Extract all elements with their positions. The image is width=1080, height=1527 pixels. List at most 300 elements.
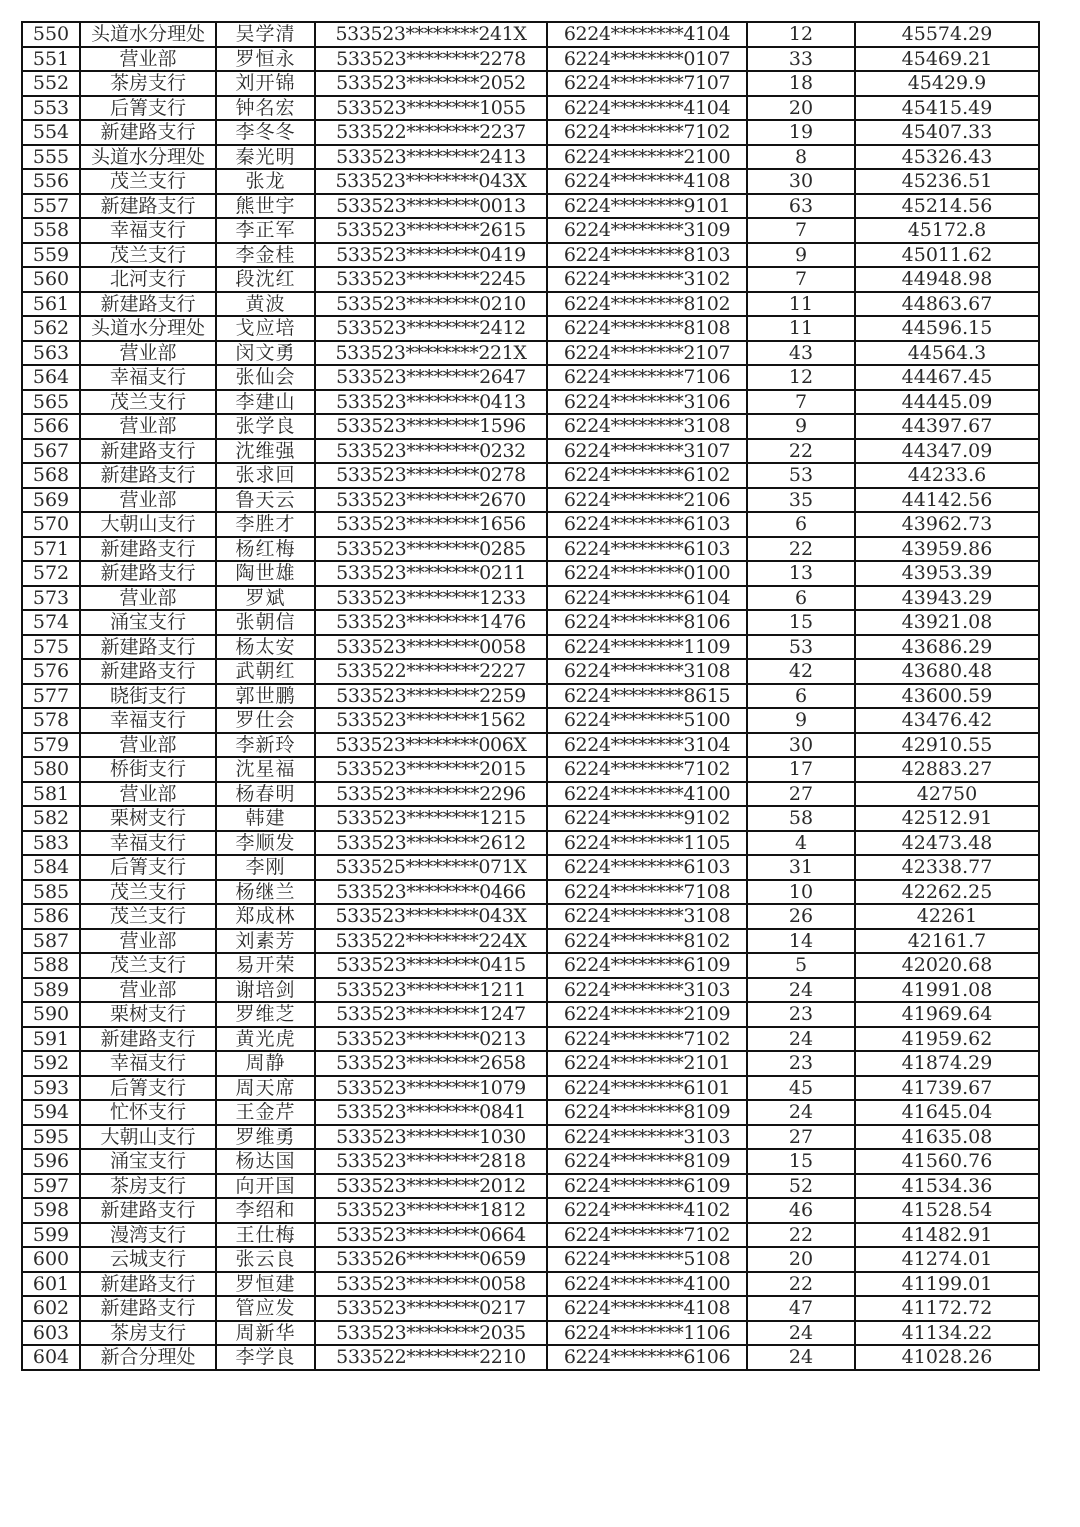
count-cell: 27 xyxy=(747,782,855,807)
id-number-cell: 533523********1562 xyxy=(315,708,547,733)
name-cell: 张龙 xyxy=(216,169,315,194)
id-number-cell: 533523********2615 xyxy=(315,218,547,243)
card-number-cell: 6224********3104 xyxy=(547,733,747,758)
name-cell: 鲁天云 xyxy=(216,488,315,513)
card-number-cell: 6224********5108 xyxy=(547,1247,747,1272)
id-number-cell: 533523********2670 xyxy=(315,488,547,513)
row-number-cell: 603 xyxy=(22,1321,80,1346)
name-cell: 刘素芳 xyxy=(216,929,315,954)
name-cell: 易开荣 xyxy=(216,953,315,978)
table-row xyxy=(22,978,1039,1003)
count-cell: 45 xyxy=(747,1076,855,1101)
table-row xyxy=(22,145,1039,170)
count-cell: 33 xyxy=(747,47,855,72)
name-cell: 李正军 xyxy=(216,218,315,243)
card-number-cell: 6224********4102 xyxy=(547,1198,747,1223)
count-cell: 17 xyxy=(747,757,855,782)
count-cell: 35 xyxy=(747,488,855,513)
card-number-cell: 6224********6106 xyxy=(547,1345,747,1370)
row-number-cell: 554 xyxy=(22,120,80,145)
count-cell: 6 xyxy=(747,684,855,709)
table-row xyxy=(22,561,1039,586)
id-number-cell: 533523********1030 xyxy=(315,1125,547,1150)
card-number-cell: 6224********6103 xyxy=(547,537,747,562)
card-number-cell: 6224********4104 xyxy=(547,96,747,121)
count-cell: 23 xyxy=(747,1002,855,1027)
id-number-cell: 533523********1812 xyxy=(315,1198,547,1223)
branch-cell: 新建路支行 xyxy=(80,1027,216,1052)
count-cell: 58 xyxy=(747,806,855,831)
name-cell: 向开国 xyxy=(216,1174,315,1199)
card-number-cell: 6224********4104 xyxy=(547,22,747,47)
amount-cell: 43921.08 xyxy=(855,610,1039,635)
row-number-cell: 595 xyxy=(22,1125,80,1150)
count-cell: 11 xyxy=(747,316,855,341)
branch-cell: 新合分理处 xyxy=(80,1345,216,1370)
row-number-cell: 574 xyxy=(22,610,80,635)
card-number-cell: 6224********2109 xyxy=(547,1002,747,1027)
id-number-cell: 533523********1215 xyxy=(315,806,547,831)
name-cell: 杨红梅 xyxy=(216,537,315,562)
table-row xyxy=(22,1247,1039,1272)
row-number-cell: 564 xyxy=(22,365,80,390)
card-number-cell: 6224********4108 xyxy=(547,1296,747,1321)
count-cell: 24 xyxy=(747,978,855,1003)
table-row xyxy=(22,1174,1039,1199)
id-number-cell: 533523********2412 xyxy=(315,316,547,341)
amount-cell: 42020.68 xyxy=(855,953,1039,978)
card-number-cell: 6224********2100 xyxy=(547,145,747,170)
amount-cell: 42512.91 xyxy=(855,806,1039,831)
table-row xyxy=(22,1002,1039,1027)
card-number-cell: 6224********6103 xyxy=(547,512,747,537)
id-number-cell: 533523********1596 xyxy=(315,414,547,439)
card-number-cell: 6224********6101 xyxy=(547,1076,747,1101)
table-row xyxy=(22,71,1039,96)
id-number-cell: 533522********2237 xyxy=(315,120,547,145)
card-number-cell: 6224********3108 xyxy=(547,414,747,439)
amount-cell: 43476.42 xyxy=(855,708,1039,733)
count-cell: 52 xyxy=(747,1174,855,1199)
count-cell: 12 xyxy=(747,22,855,47)
amount-cell: 44347.09 xyxy=(855,439,1039,464)
name-cell: 罗维芝 xyxy=(216,1002,315,1027)
table-row xyxy=(22,659,1039,684)
count-cell: 24 xyxy=(747,1345,855,1370)
amount-cell: 42338.77 xyxy=(855,855,1039,880)
branch-cell: 营业部 xyxy=(80,782,216,807)
row-number-cell: 566 xyxy=(22,414,80,439)
count-cell: 10 xyxy=(747,880,855,905)
branch-cell: 茶房支行 xyxy=(80,71,216,96)
row-number-cell: 551 xyxy=(22,47,80,72)
row-number-cell: 567 xyxy=(22,439,80,464)
amount-cell: 41199.01 xyxy=(855,1272,1039,1297)
branch-cell: 新建路支行 xyxy=(80,463,216,488)
table-row xyxy=(22,929,1039,954)
name-cell: 罗斌 xyxy=(216,586,315,611)
row-number-cell: 597 xyxy=(22,1174,80,1199)
count-cell: 63 xyxy=(747,194,855,219)
count-cell: 19 xyxy=(747,120,855,145)
table-row xyxy=(22,390,1039,415)
row-number-cell: 598 xyxy=(22,1198,80,1223)
name-cell: 李建山 xyxy=(216,390,315,415)
table-row xyxy=(22,855,1039,880)
table-row xyxy=(22,586,1039,611)
card-number-cell: 6224********2101 xyxy=(547,1051,747,1076)
card-number-cell: 6224********9101 xyxy=(547,194,747,219)
name-cell: 谢培剑 xyxy=(216,978,315,1003)
count-cell: 31 xyxy=(747,855,855,880)
branch-cell: 新建路支行 xyxy=(80,292,216,317)
branch-cell: 晓街支行 xyxy=(80,684,216,709)
table-row xyxy=(22,194,1039,219)
card-number-cell: 6224********6102 xyxy=(547,463,747,488)
count-cell: 15 xyxy=(747,1149,855,1174)
count-cell: 53 xyxy=(747,463,855,488)
amount-cell: 44233.6 xyxy=(855,463,1039,488)
row-number-cell: 562 xyxy=(22,316,80,341)
card-number-cell: 6224********7102 xyxy=(547,757,747,782)
count-cell: 30 xyxy=(747,169,855,194)
row-number-cell: 550 xyxy=(22,22,80,47)
count-cell: 12 xyxy=(747,365,855,390)
name-cell: 段沈红 xyxy=(216,267,315,292)
branch-cell: 后箐支行 xyxy=(80,855,216,880)
name-cell: 罗维勇 xyxy=(216,1125,315,1150)
card-number-cell: 6224********1106 xyxy=(547,1321,747,1346)
amount-cell: 45469.21 xyxy=(855,47,1039,72)
row-number-cell: 600 xyxy=(22,1247,80,1272)
card-number-cell: 6224********0100 xyxy=(547,561,747,586)
row-number-cell: 584 xyxy=(22,855,80,880)
amount-cell: 45011.62 xyxy=(855,243,1039,268)
count-cell: 22 xyxy=(747,439,855,464)
name-cell: 杨太安 xyxy=(216,635,315,660)
count-cell: 20 xyxy=(747,96,855,121)
branch-cell: 栗树支行 xyxy=(80,806,216,831)
count-cell: 53 xyxy=(747,635,855,660)
branch-cell: 幸福支行 xyxy=(80,708,216,733)
table-row xyxy=(22,96,1039,121)
table-row xyxy=(22,708,1039,733)
branch-cell: 新建路支行 xyxy=(80,120,216,145)
table-row xyxy=(22,47,1039,72)
id-number-cell: 533523********2647 xyxy=(315,365,547,390)
count-cell: 18 xyxy=(747,71,855,96)
branch-cell: 新建路支行 xyxy=(80,659,216,684)
branch-cell: 茂兰支行 xyxy=(80,904,216,929)
table-row xyxy=(22,1027,1039,1052)
card-number-cell: 6224********8109 xyxy=(547,1149,747,1174)
branch-cell: 营业部 xyxy=(80,341,216,366)
id-number-cell: 533523********006X xyxy=(315,733,547,758)
amount-cell: 42750 xyxy=(855,782,1039,807)
amount-cell: 43943.29 xyxy=(855,586,1039,611)
amount-cell: 41645.04 xyxy=(855,1100,1039,1125)
row-number-cell: 553 xyxy=(22,96,80,121)
name-cell: 张云良 xyxy=(216,1247,315,1272)
card-number-cell: 6224********9102 xyxy=(547,806,747,831)
table-row xyxy=(22,488,1039,513)
name-cell: 黄光虎 xyxy=(216,1027,315,1052)
id-number-cell: 533523********0058 xyxy=(315,1272,547,1297)
card-number-cell: 6224********8102 xyxy=(547,929,747,954)
id-number-cell: 533523********0217 xyxy=(315,1296,547,1321)
amount-cell: 43600.59 xyxy=(855,684,1039,709)
count-cell: 20 xyxy=(747,1247,855,1272)
row-number-cell: 563 xyxy=(22,341,80,366)
branch-cell: 新建路支行 xyxy=(80,635,216,660)
amount-cell: 44596.15 xyxy=(855,316,1039,341)
name-cell: 李绍和 xyxy=(216,1198,315,1223)
id-number-cell: 533523********1233 xyxy=(315,586,547,611)
roster-table xyxy=(21,21,1040,1371)
name-cell: 沈维强 xyxy=(216,439,315,464)
row-number-cell: 573 xyxy=(22,586,80,611)
branch-cell: 营业部 xyxy=(80,47,216,72)
table-row xyxy=(22,169,1039,194)
table-row xyxy=(22,1223,1039,1248)
branch-cell: 幸福支行 xyxy=(80,365,216,390)
table-row xyxy=(22,537,1039,562)
count-cell: 9 xyxy=(747,708,855,733)
amount-cell: 41874.29 xyxy=(855,1051,1039,1076)
card-number-cell: 6224********8103 xyxy=(547,243,747,268)
row-number-cell: 591 xyxy=(22,1027,80,1052)
branch-cell: 新建路支行 xyxy=(80,537,216,562)
branch-cell: 栗树支行 xyxy=(80,1002,216,1027)
table-row xyxy=(22,414,1039,439)
branch-cell: 营业部 xyxy=(80,586,216,611)
amount-cell: 42883.27 xyxy=(855,757,1039,782)
table-row xyxy=(22,463,1039,488)
card-number-cell: 6224********7106 xyxy=(547,365,747,390)
row-number-cell: 593 xyxy=(22,1076,80,1101)
name-cell: 罗仕会 xyxy=(216,708,315,733)
table-row xyxy=(22,243,1039,268)
card-number-cell: 6224********4100 xyxy=(547,782,747,807)
id-number-cell: 533526********0659 xyxy=(315,1247,547,1272)
count-cell: 47 xyxy=(747,1296,855,1321)
card-number-cell: 6224********1105 xyxy=(547,831,747,856)
id-number-cell: 533523********0466 xyxy=(315,880,547,905)
row-number-cell: 555 xyxy=(22,145,80,170)
card-number-cell: 6224********4100 xyxy=(547,1272,747,1297)
id-number-cell: 533523********221X xyxy=(315,341,547,366)
branch-cell: 幸福支行 xyxy=(80,831,216,856)
id-number-cell: 533523********2012 xyxy=(315,1174,547,1199)
row-number-cell: 570 xyxy=(22,512,80,537)
row-number-cell: 602 xyxy=(22,1296,80,1321)
card-number-cell: 6224********8106 xyxy=(547,610,747,635)
row-number-cell: 590 xyxy=(22,1002,80,1027)
name-cell: 张朝信 xyxy=(216,610,315,635)
amount-cell: 41959.62 xyxy=(855,1027,1039,1052)
count-cell: 27 xyxy=(747,1125,855,1150)
id-number-cell: 533523********2658 xyxy=(315,1051,547,1076)
id-number-cell: 533525********071X xyxy=(315,855,547,880)
table-row xyxy=(22,782,1039,807)
name-cell: 杨继兰 xyxy=(216,880,315,905)
branch-cell: 忙怀支行 xyxy=(80,1100,216,1125)
id-number-cell: 533523********043X xyxy=(315,904,547,929)
row-number-cell: 583 xyxy=(22,831,80,856)
row-number-cell: 585 xyxy=(22,880,80,905)
row-number-cell: 596 xyxy=(22,1149,80,1174)
id-number-cell: 533523********0211 xyxy=(315,561,547,586)
branch-cell: 新建路支行 xyxy=(80,561,216,586)
branch-cell: 头道水分理处 xyxy=(80,145,216,170)
id-number-cell: 533523********0013 xyxy=(315,194,547,219)
name-cell: 周新华 xyxy=(216,1321,315,1346)
amount-cell: 44142.56 xyxy=(855,488,1039,513)
count-cell: 7 xyxy=(747,390,855,415)
table-row xyxy=(22,316,1039,341)
name-cell: 李胜才 xyxy=(216,512,315,537)
row-number-cell: 604 xyxy=(22,1345,80,1370)
table-row xyxy=(22,880,1039,905)
count-cell: 42 xyxy=(747,659,855,684)
count-cell: 7 xyxy=(747,218,855,243)
card-number-cell: 6224********7107 xyxy=(547,71,747,96)
table-row xyxy=(22,806,1039,831)
amount-cell: 44467.45 xyxy=(855,365,1039,390)
card-number-cell: 6224********1109 xyxy=(547,635,747,660)
row-number-cell: 558 xyxy=(22,218,80,243)
id-number-cell: 533523********2612 xyxy=(315,831,547,856)
count-cell: 6 xyxy=(747,586,855,611)
card-number-cell: 6224********3109 xyxy=(547,218,747,243)
name-cell: 吴学清 xyxy=(216,22,315,47)
table-row xyxy=(22,1345,1039,1370)
id-number-cell: 533523********1476 xyxy=(315,610,547,635)
branch-cell: 大朝山支行 xyxy=(80,512,216,537)
branch-cell: 营业部 xyxy=(80,414,216,439)
row-number-cell: 599 xyxy=(22,1223,80,1248)
roster-table-body xyxy=(22,22,1039,1370)
row-number-cell: 594 xyxy=(22,1100,80,1125)
amount-cell: 44948.98 xyxy=(855,267,1039,292)
table-row xyxy=(22,684,1039,709)
id-number-cell: 533523********0664 xyxy=(315,1223,547,1248)
card-number-cell: 6224********8108 xyxy=(547,316,747,341)
table-row xyxy=(22,757,1039,782)
amount-cell: 41482.91 xyxy=(855,1223,1039,1248)
branch-cell: 涌宝支行 xyxy=(80,610,216,635)
card-number-cell: 6224********7102 xyxy=(547,1223,747,1248)
branch-cell: 桥街支行 xyxy=(80,757,216,782)
row-number-cell: 601 xyxy=(22,1272,80,1297)
amount-cell: 42261 xyxy=(855,904,1039,929)
branch-cell: 茂兰支行 xyxy=(80,953,216,978)
name-cell: 熊世宇 xyxy=(216,194,315,219)
name-cell: 张求回 xyxy=(216,463,315,488)
branch-cell: 茶房支行 xyxy=(80,1321,216,1346)
card-number-cell: 6224********6109 xyxy=(547,953,747,978)
branch-cell: 营业部 xyxy=(80,488,216,513)
id-number-cell: 533523********0413 xyxy=(315,390,547,415)
row-number-cell: 568 xyxy=(22,463,80,488)
row-number-cell: 571 xyxy=(22,537,80,562)
table-row xyxy=(22,120,1039,145)
branch-cell: 涌宝支行 xyxy=(80,1149,216,1174)
id-number-cell: 533523********2278 xyxy=(315,47,547,72)
amount-cell: 41028.26 xyxy=(855,1345,1039,1370)
count-cell: 24 xyxy=(747,1100,855,1125)
id-number-cell: 533523********1247 xyxy=(315,1002,547,1027)
amount-cell: 41134.22 xyxy=(855,1321,1039,1346)
branch-cell: 茂兰支行 xyxy=(80,880,216,905)
id-number-cell: 533523********2245 xyxy=(315,267,547,292)
branch-cell: 幸福支行 xyxy=(80,218,216,243)
row-number-cell: 552 xyxy=(22,71,80,96)
row-number-cell: 561 xyxy=(22,292,80,317)
table-row xyxy=(22,267,1039,292)
amount-cell: 41739.67 xyxy=(855,1076,1039,1101)
name-cell: 罗恒建 xyxy=(216,1272,315,1297)
count-cell: 15 xyxy=(747,610,855,635)
table-row xyxy=(22,1149,1039,1174)
count-cell: 9 xyxy=(747,243,855,268)
id-number-cell: 533523********2296 xyxy=(315,782,547,807)
amount-cell: 43959.86 xyxy=(855,537,1039,562)
branch-cell: 头道水分理处 xyxy=(80,316,216,341)
row-number-cell: 586 xyxy=(22,904,80,929)
count-cell: 6 xyxy=(747,512,855,537)
id-number-cell: 533522********2227 xyxy=(315,659,547,684)
card-number-cell: 6224********7102 xyxy=(547,120,747,145)
amount-cell: 45236.51 xyxy=(855,169,1039,194)
amount-cell: 45429.9 xyxy=(855,71,1039,96)
amount-cell: 44397.67 xyxy=(855,414,1039,439)
count-cell: 8 xyxy=(747,145,855,170)
table-row xyxy=(22,1076,1039,1101)
row-number-cell: 582 xyxy=(22,806,80,831)
table-row xyxy=(22,1100,1039,1125)
amount-cell: 42473.48 xyxy=(855,831,1039,856)
name-cell: 李金桂 xyxy=(216,243,315,268)
name-cell: 李冬冬 xyxy=(216,120,315,145)
count-cell: 22 xyxy=(747,537,855,562)
id-number-cell: 533523********1079 xyxy=(315,1076,547,1101)
count-cell: 46 xyxy=(747,1198,855,1223)
table-row xyxy=(22,635,1039,660)
card-number-cell: 6224********3103 xyxy=(547,978,747,1003)
branch-cell: 营业部 xyxy=(80,733,216,758)
id-number-cell: 533523********0419 xyxy=(315,243,547,268)
name-cell: 韩建 xyxy=(216,806,315,831)
name-cell: 李刚 xyxy=(216,855,315,880)
table-row xyxy=(22,733,1039,758)
branch-cell: 云城支行 xyxy=(80,1247,216,1272)
name-cell: 武朝红 xyxy=(216,659,315,684)
row-number-cell: 560 xyxy=(22,267,80,292)
amount-cell: 41991.08 xyxy=(855,978,1039,1003)
branch-cell: 幸福支行 xyxy=(80,1051,216,1076)
amount-cell: 41534.36 xyxy=(855,1174,1039,1199)
name-cell: 周天席 xyxy=(216,1076,315,1101)
amount-cell: 41635.08 xyxy=(855,1125,1039,1150)
count-cell: 23 xyxy=(747,1051,855,1076)
card-number-cell: 6224********2107 xyxy=(547,341,747,366)
id-number-cell: 533523********0232 xyxy=(315,439,547,464)
name-cell: 沈星福 xyxy=(216,757,315,782)
count-cell: 14 xyxy=(747,929,855,954)
id-number-cell: 533523********2259 xyxy=(315,684,547,709)
card-number-cell: 6224********2106 xyxy=(547,488,747,513)
